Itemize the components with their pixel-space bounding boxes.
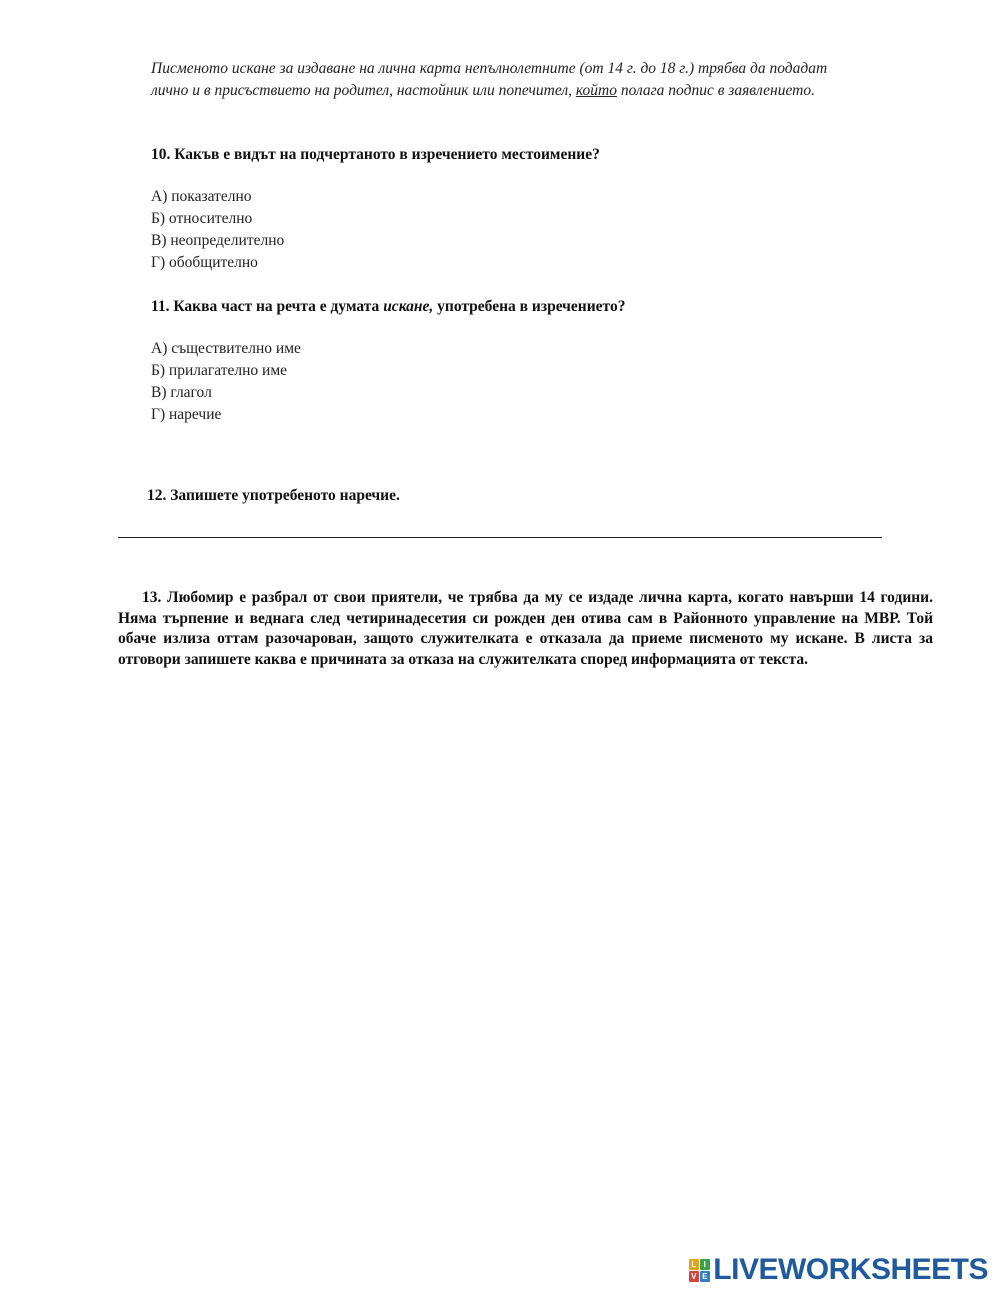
q11-option-a: А) съществително име [151,340,301,357]
q10-option-c: В) неопределително [151,232,285,249]
question-12: 12. Запишете употребеното наречие. [147,487,400,504]
question-11 [151,297,625,317]
answer-line [118,537,882,538]
logo-mark-icon [688,1258,710,1282]
underlined-pronoun: който [575,81,617,99]
reading-passage [151,58,841,101]
q10-option-b: Б) относително [151,210,253,227]
q11-text-start: 11. Каква част на речта е думата [151,298,384,315]
logo-text: LIVEWORKSHEETS [713,1253,988,1286]
liveworksheets-logo [688,1254,988,1286]
question-10: 10. Какъв е видът на подчертаното в изречението местоимение? [151,146,600,163]
q11-option-c: В) глагол [151,384,212,401]
passage-text-end: полага подпис в заявлението. [616,81,815,99]
logo-mark-i: I [700,1259,710,1270]
q11-word: искане, [383,298,434,315]
passage-text-start: Писменото искане за издаване на лична карта непълнолетните (от 14 г. до 18 г.) трябва да подадат лично и в присъствието на родител, настойник или попечител, [151,60,828,99]
q11-option-b: Б) прилагателно име [151,362,288,379]
question-13: 13. Любомир е разбрал от свои приятели, че трябва да му се издаде лична карта, когато навърши 14 години. Няма търпение и веднага след четиринадесетия си рожден ден отива сам в Районното управление на МВР. Той обаче излиза оттам разочарован, защото служителката е отказала да приеме писменото му искане. В листа за отговори запишете каква е причината за отказа на служителката според информацията от текста. [118,589,933,668]
logo-mark-e: E [700,1271,710,1282]
logo-mark-l: L [689,1259,699,1270]
q11-text-end: употребена в изречението? [433,298,626,315]
q11-option-d: Г) наречие [151,406,222,423]
q10-option-a: А) показателно [151,188,252,205]
q10-option-d: Г) обобщително [151,254,258,271]
logo-mark-v: V [689,1271,699,1282]
